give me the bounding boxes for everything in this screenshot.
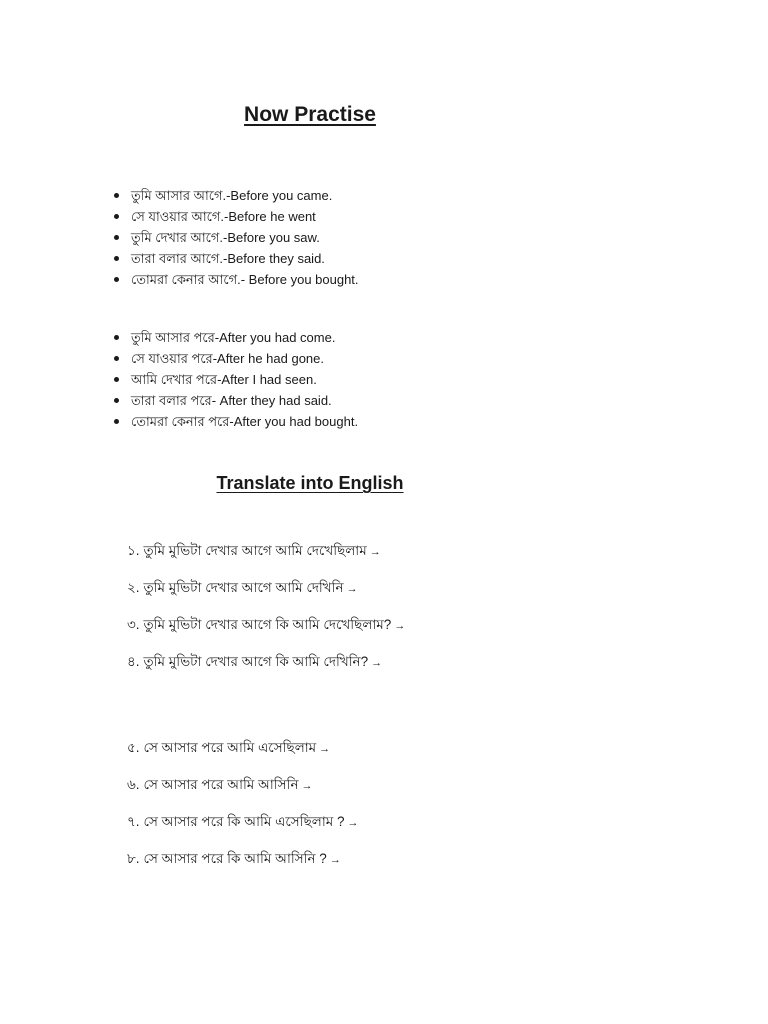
exercise-number: ২. [127, 580, 140, 595]
exercise-item [127, 812, 359, 849]
list-item [110, 390, 358, 411]
arrow-icon: → [346, 583, 358, 595]
arrow-icon: → [319, 743, 331, 755]
exercise-item [127, 738, 359, 775]
exercise-text: তুমি মুভিটা দেখার আগে কি আমি দেখেছিলাম? [143, 617, 392, 632]
arrow-icon: → [371, 657, 383, 669]
exercise-number: ৬. [127, 777, 140, 792]
exercise-item [127, 615, 405, 652]
phrase-text: তোমরা কেনার আগে.- Before you bought. [131, 272, 359, 287]
phrase-text: আমি দেখার পরে-After I had seen. [131, 372, 317, 387]
bullet-icon [114, 377, 119, 382]
phrase-text: তারা বলার আগে.-Before they said. [131, 251, 325, 266]
list-item [110, 206, 359, 227]
arrow-icon: → [301, 780, 313, 792]
list-item [110, 248, 359, 269]
bullet-icon [114, 277, 119, 282]
exercise-text: সে আসার পরে কি আমি এসেছিলাম ? [143, 814, 345, 829]
list-item [110, 411, 358, 432]
phrase-text: তুমি আসার পরে-After you had come. [131, 330, 336, 345]
list-item [110, 185, 359, 206]
exercise-item [127, 541, 405, 578]
page-title: Now Practise [244, 103, 376, 126]
bullet-icon [114, 356, 119, 361]
section-title: Translate into English [216, 473, 404, 493]
arrow-icon: → [394, 620, 406, 632]
exercise-text: সে আসার পরে আমি আসিনি [143, 777, 299, 792]
list-item [110, 327, 358, 348]
list-item [110, 227, 359, 248]
exercise-text: তুমি মুভিটা দেখার আগে কি আমি দেখিনি? [143, 654, 369, 669]
exercise-item [127, 775, 359, 812]
phrase-text: তুমি দেখার আগে.-Before you saw. [131, 230, 320, 245]
phrase-text: তোমরা কেনার পরে-After you had bought. [131, 414, 359, 429]
list-item [110, 269, 359, 290]
arrow-icon: → [329, 854, 341, 866]
bullet-icon [114, 214, 119, 219]
after-phrase-list [110, 327, 358, 432]
exercise-number: ৫. [127, 740, 140, 755]
bullet-icon [114, 193, 119, 198]
exercise-item [127, 578, 405, 615]
arrow-icon: → [369, 546, 381, 558]
exercise-text: তুমি মুভিটা দেখার আগে আমি দেখিনি [143, 580, 344, 595]
exercise-list-2 [127, 738, 359, 886]
exercise-item [127, 652, 405, 689]
exercise-text: সে আসার পরে কি আমি আসিনি ? [143, 851, 327, 866]
phrase-text: তুমি আসার আগে.-Before you came. [131, 188, 333, 203]
exercise-text: সে আসার পরে আমি এসেছিলাম [143, 740, 317, 755]
bullet-icon [114, 335, 119, 340]
list-item [110, 369, 358, 390]
phrase-text: সে যাওয়ার পরে-After he had gone. [131, 351, 324, 366]
bullet-icon [114, 256, 119, 261]
exercise-number: ৭. [127, 814, 140, 829]
exercise-number: ৪. [127, 654, 140, 669]
bullet-icon [114, 398, 119, 403]
exercise-number: ১. [127, 543, 140, 558]
before-phrase-list [110, 185, 359, 290]
arrow-icon: → [347, 817, 359, 829]
exercise-number: ৩. [127, 617, 140, 632]
exercise-list-1 [127, 541, 405, 689]
list-item [110, 348, 358, 369]
exercise-item [127, 849, 359, 886]
exercise-text: তুমি মুভিটা দেখার আগে আমি দেখেছিলাম [143, 543, 367, 558]
bullet-icon [114, 235, 119, 240]
bullet-icon [114, 419, 119, 424]
phrase-text: সে যাওয়ার আগে.-Before he went [131, 209, 316, 224]
phrase-text: তারা বলার পরে- After they had said. [131, 393, 332, 408]
exercise-number: ৮. [127, 851, 140, 866]
